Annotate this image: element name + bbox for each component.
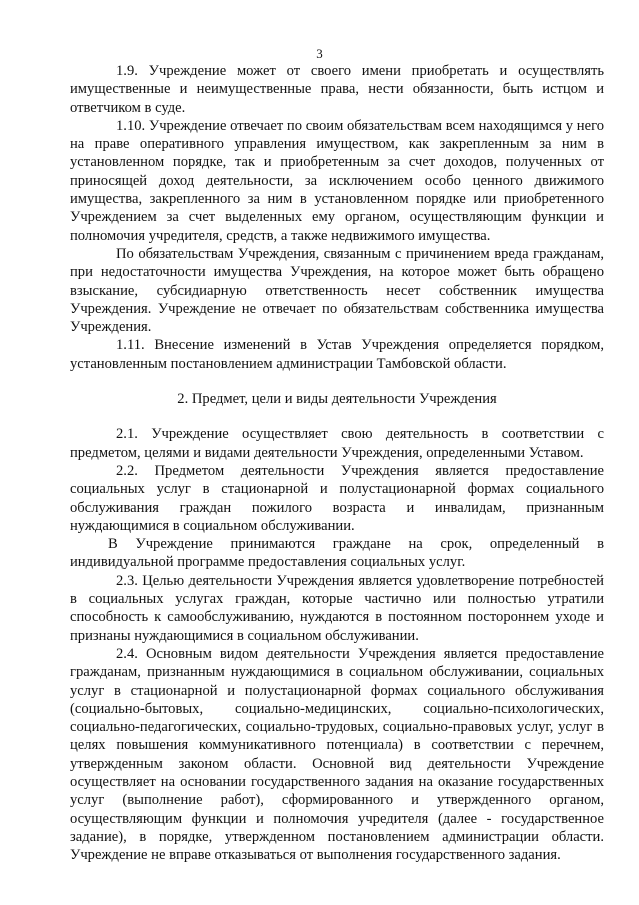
paragraph-1-11: 1.11. Внесение изменений в Устав Учреждения определяется порядком, установленным постановлением администрации Тамбовской области. <box>70 337 604 372</box>
paragraph-2-1: 2.1. Учреждение осуществляет свою деятельность в соответствии с предметом, целями и видами деятельности Учреждения, определенными Уставом. <box>70 426 604 461</box>
paragraph-1-10: 1.10. Учреждение отвечает по своим обязательствам всем находящимся у него на праве оперативного управления имуществом, как закрепленным за ним в установленном порядке, так и приобретенным за счет доходов, полученных от приносящей доход деятельности, за исключением особо ценного движимого имущества, закрепленного за ним в установленном порядке или приобретенного Учреждением за счет выделенных ему органом, осуществляющим функции и полномочия учредителя, средств, а также недвижимого имущества. <box>70 117 604 244</box>
section-heading: 2. Предмет, цели и виды деятельности Учреждения <box>177 391 497 408</box>
paragraph-2-4: 2.4. Основным видом деятельности Учреждения является предоставление гражданам, признанным нуждающимися в социальном обслуживании, социальных услуг в стационарной и полустационарной формах социального обслуживания (социально-бытовых, социально-медицинских, социально-психологических, социально-педагогических, социально-трудовых, социально-правовых услуг, услуг в целях повышения коммуникативного потенциала) в соответствии с перечнем, утвержденным законом области. Основной вид деятельности Учреждение осуществляет на основании государственного задания на оказание государственных услуг (выполнение работ), сформированного и утвержденного органом, осуществляющим функции и полномочия учредителя (далее - государственное задание), в порядке, утвержденном постановлением администрации области. Учреждение не вправе отказываться от выполнения государственного задания. <box>70 645 604 864</box>
page-number: 3 <box>316 46 323 61</box>
paragraph-1-9: 1.9. Учреждение может от своего имени приобретать и осуществлять имущественные и неимущественные права, нести обязанности, быть истцом и ответчиком в суде. <box>70 63 604 116</box>
paragraph-2-2: 2.2. Предметом деятельности Учреждения является предоставление социальных услуг в стационарной и полустационарной формах социального обслуживания граждан пожилого возраста и инвалидам, признанным нуждающимися в социальном обслуживании. <box>70 462 604 534</box>
paragraph-2-3: 2.3. Целью деятельности Учреждения является удовлетворение потребностей в социальных услугах граждан, которые частично или полностью утратили способность к самообслуживанию, нуждаются в постоянном постороннем уходе и признаны нуждающимися в социальном обслуживании. <box>70 572 604 644</box>
paragraph-admission: В Учреждение принимаются граждане на срок, определенный в индивидуальной программе предоставления социальных услуг. <box>70 536 604 571</box>
paragraph-obligations: По обязательствам Учреждения, связанным с причинением вреда гражданам, при недостаточности имущества Учреждения, на которое может быть обращено взыскание, субсидиарную ответственность несет собственник имущества Учреждения. Учреждение не отвечает по обязательствам собственника имущества Учреждения. <box>70 245 604 336</box>
document-body <box>70 62 604 864</box>
